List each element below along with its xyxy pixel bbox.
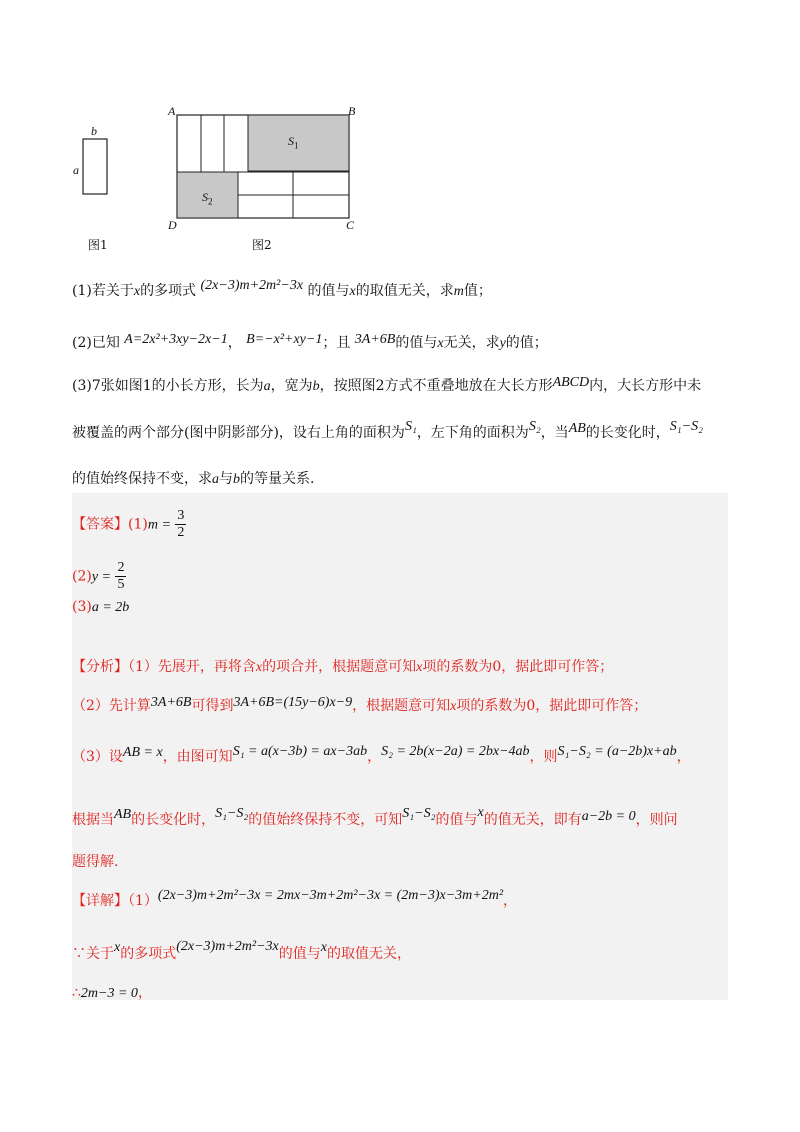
analysis-1: 【分析】（1）先展开，再将含x的项合并，根据题意可知x项的系数为0，据此即可作答； bbox=[72, 659, 614, 675]
question-3-line1: (3)7张如图1的小长方形，长为a，宽为b，按照图2方式不重叠地放在大长方形ABCD内，大长方形中未 bbox=[72, 375, 702, 394]
question-2: (2)已知 A=2x²+3xy−2x−1， B=−x²+xy−1；且 3A+6B的值与x无关，求y的值； bbox=[72, 332, 548, 351]
analysis-3: （3）设AB = x，由图可知S₁ = a(x−3b) = ax−3ab，S₂ = 2b(x−2a) = 2bx−4ab，则S₁−S₂ = (a−2b)x+ab， bbox=[72, 744, 691, 765]
corner-D: D bbox=[168, 218, 177, 232]
answer-3: (3)a = 2b bbox=[72, 599, 130, 615]
detail-1: 【详解】（1）(2x−3)m+2m²−3x = 2mx−3m+2m²−3x = (2m−3)x−3m+2m²， bbox=[72, 888, 518, 909]
region-S2-label: $S_2$ bbox=[202, 190, 213, 207]
answer-2: (2)y = $\frac{2}{5}$ bbox=[72, 560, 125, 592]
fig1-width-label: b bbox=[91, 124, 97, 138]
region-S1-label: $S_1$ bbox=[288, 134, 299, 151]
corner-C: C bbox=[346, 218, 355, 232]
analysis-5: 题得解. bbox=[72, 854, 119, 870]
fig2-caption: 图2 bbox=[252, 238, 272, 252]
answer-tag: 【答案】 bbox=[72, 516, 128, 533]
question-3-line3: 的值始终保持不变，求a与b的等量关系. bbox=[72, 471, 315, 487]
fig1-caption: 图1 bbox=[88, 238, 108, 252]
analysis-4: 根据当AB的长变化时，S₁−S₂的值始终保持不变，可知S₁−S₂的值与x的值无关，即有a−2b = 0，则问 bbox=[72, 805, 678, 828]
question-1: (1)若关于x的多项式 (2x−3)m+2m²−3x 的值与x的取值无关，求m值； bbox=[72, 278, 492, 299]
corner-A: A bbox=[168, 104, 176, 118]
analysis-2: （2）先计算3A+6B可得到3A+6B=(15y−6)x−9，根据题意可知x项的系数为0，据此即可作答； bbox=[72, 695, 648, 714]
detail-tag: 【详解】 bbox=[72, 893, 128, 909]
answer-1: 【答案】(1)m = $\frac{3}{2}$ bbox=[72, 508, 185, 540]
detail-2: ∵关于x的多项式(2x−3)m+2m²−3x的值与x的取值无关， bbox=[72, 939, 411, 962]
detail-3: ∴2m−3 = 0， bbox=[72, 985, 152, 1001]
corner-B: B bbox=[348, 104, 356, 118]
analysis-tag: 【分析】 bbox=[72, 659, 128, 675]
question-3-line2: 被覆盖的两个部分(图中阴影部分)，设右上角的面积为S₁，左下角的面积为S₂，当AB的长变化时，S₁−S₂ bbox=[72, 419, 703, 441]
fig1-height-label: a bbox=[73, 163, 79, 177]
